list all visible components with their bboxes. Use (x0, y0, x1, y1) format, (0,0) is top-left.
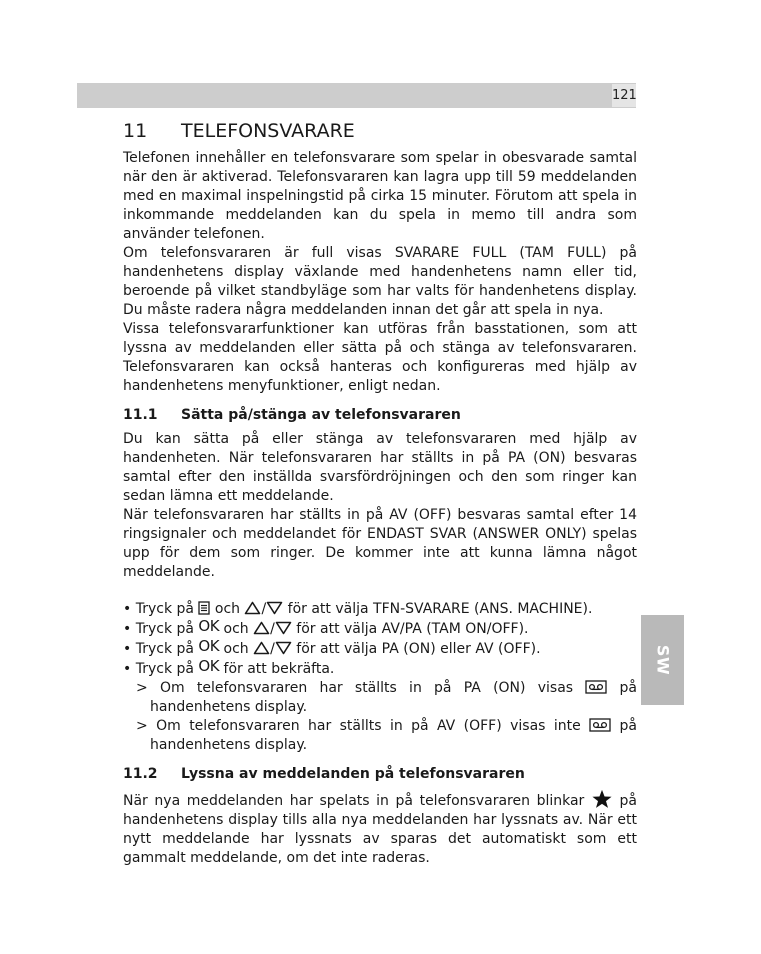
step-text: / (270, 641, 275, 657)
up-arrow-icon (244, 601, 261, 615)
step-text: • Tryck på (123, 641, 199, 657)
step-text: för att välja AV/PA (TAM ON/OFF). (291, 621, 529, 637)
result-text: > Om telefonsvararen har ställts in på PA (ON) visas (136, 680, 586, 696)
section-number: 11.2 (123, 766, 158, 782)
chapter-title (123, 118, 637, 144)
section-title-text: Lyssna av meddelanden på telefonsvararen (181, 766, 525, 782)
step-text: för att bekräfta. (219, 661, 335, 677)
section-paragraph: När telefonsvararen har ställts in på AV (OFF) besvaras samtal efter 14 ringsignaler och meddelandet för ENDAST SVAR (ANSWER ONLY) spelas upp för dem som ringer. De kommer inte att kunna lämna något meddelande. (123, 507, 637, 580)
section-paragraph (123, 789, 637, 868)
up-arrow-icon (253, 621, 270, 635)
section-title (123, 765, 637, 784)
section-text: När nya meddelanden har spelats in på telefonsvararen blinkar (123, 793, 591, 809)
result-text: > Om telefonsvararen har ställts in på AV (OFF) visas inte (136, 718, 590, 734)
step-text: för att välja TFN-SVARARE (ANS. MACHINE). (283, 601, 593, 617)
section-title-text: Sätta på/stänga av telefonsvararen (181, 407, 461, 423)
step-text: för att välja PA (ON) eller AV (OFF). (291, 641, 541, 657)
down-arrow-icon (275, 641, 292, 655)
step-text: och (210, 601, 245, 617)
result-item (136, 679, 637, 717)
result-text: på handenhetens display. (150, 680, 637, 715)
section-title (123, 406, 637, 425)
down-arrow-icon (266, 601, 283, 615)
intro-paragraph: Telefonen innehåller en telefonsvarare som spelar in obesvarade samtal när den är aktiverad. Telefonsvararen kan lagra upp till 59 meddelanden med en maximal inspelningstid på cirka 15 minuter. Förutom att spela in inkommande meddelanden kan du spela in memo till andra som använder telefonen. (123, 150, 637, 242)
header-bar (77, 83, 636, 108)
step-item (123, 639, 637, 659)
step-text: / (270, 621, 275, 637)
step-text: och (219, 641, 254, 657)
language-tab (641, 615, 684, 705)
language-tab-label: SW (653, 644, 672, 676)
ok-key-label: OK (198, 637, 220, 655)
step-text: / (261, 601, 267, 617)
tape-icon (589, 718, 611, 732)
step-text: • Tryck på (123, 661, 199, 677)
chapter-number: 11 (123, 120, 148, 142)
intro-paragraph: Om telefonsvararen är full visas SVARARE FULL (TAM FULL) på handenhetens display växlande med handenhetens namn eller tid, beroende på vilket standbyläge som har valts för handenhetens display. Du måste radera några meddelanden innan det går att spela in nya. (123, 245, 637, 318)
up-arrow-icon (253, 641, 270, 655)
star-icon (591, 789, 613, 809)
intro-paragraph: Vissa telefonsvararfunktioner kan utföras från basstationen, som att lyssna av meddelanden eller sätta på och stänga av telefonsvararen. Telefonsvararen kan också hanteras och konfigureras med hjälp av handenhetens menyfunktioner, enligt nedan. (123, 321, 637, 394)
page-content (123, 118, 637, 868)
step-item (123, 619, 637, 639)
page-number: 121 (612, 84, 636, 107)
chapter-title-text: TELEFONSVARARE (181, 120, 355, 142)
section-number: 11.1 (123, 407, 158, 423)
section-paragraph: Du kan sätta på eller stänga av telefonsvararen med hjälp av handenheten. När telefonsvararen har ställts in på PA (ON) besvaras samtal efter den inställda svarsfördröjningen och den som ringer kan sedan lämna ett meddelande. (123, 431, 637, 504)
step-item (123, 659, 637, 679)
menu-key-icon (198, 601, 210, 615)
step-text: • Tryck på (123, 601, 199, 617)
section-text: på handenhetens display tills alla nya meddelanden har lyssnats av. När ett nytt meddelande har lyssnats av sparas det automatiskt som ett gammalt meddelande, om det inte raderas. (123, 793, 637, 866)
ok-key-label: OK (198, 617, 220, 635)
ok-key-label: OK (198, 657, 220, 675)
result-text: på handenhetens display. (150, 718, 637, 753)
step-text: • Tryck på (123, 621, 199, 637)
step-text: och (219, 621, 254, 637)
result-item (136, 717, 637, 755)
tape-icon (585, 680, 607, 694)
down-arrow-icon (275, 621, 292, 635)
